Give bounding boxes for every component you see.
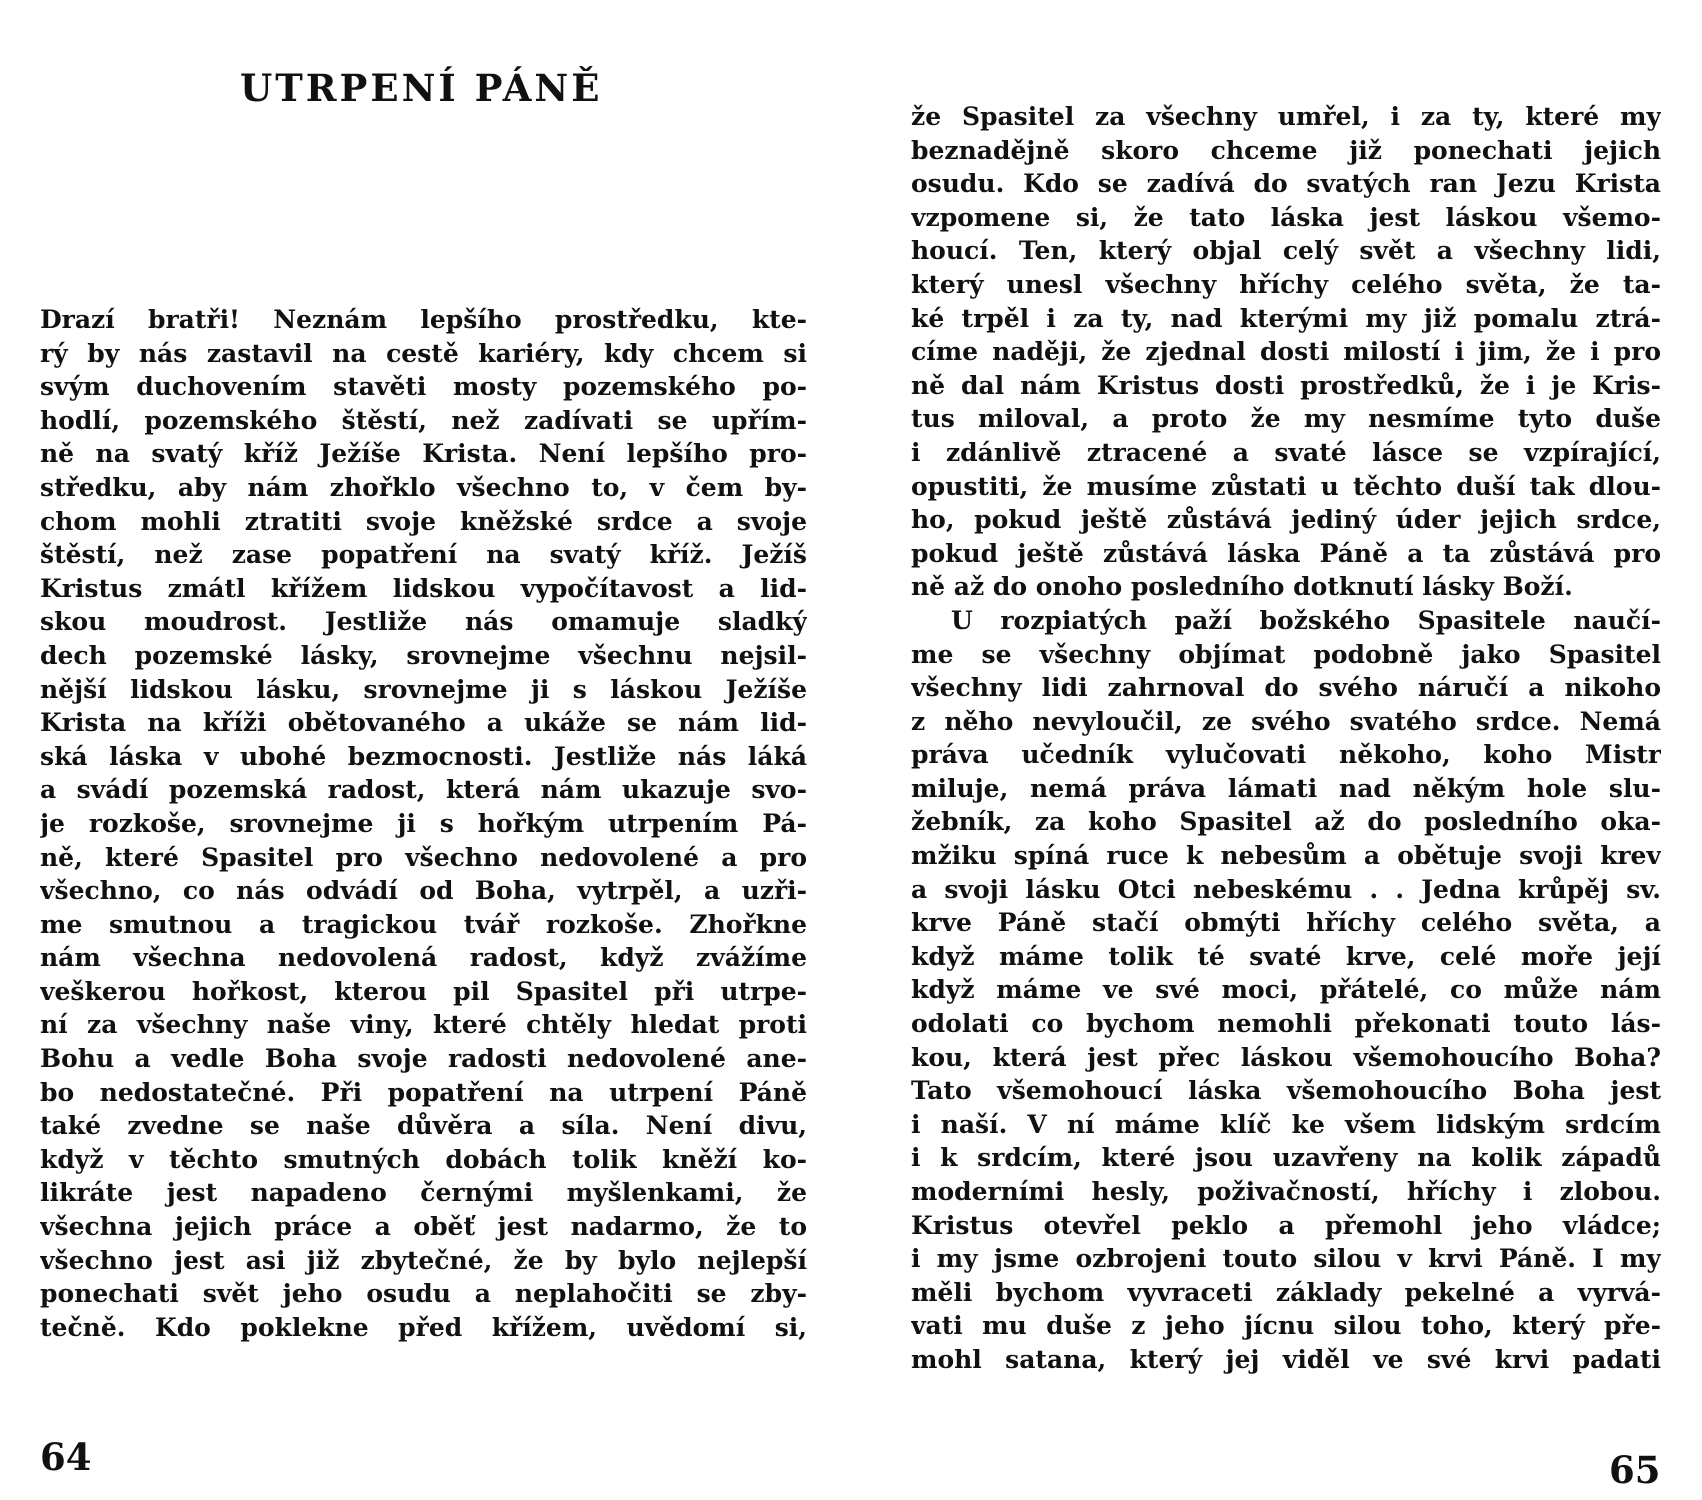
text-line: ní za všechny naše viny, které chtěly hledat proti bbox=[40, 1010, 807, 1040]
left-body-text bbox=[40, 303, 807, 1344]
text-line: Kristus zmátl křížem lidskou vypočítavost a lid- bbox=[40, 573, 807, 603]
text-line: středku, aby nám zhořklo všechno to, v čem by- bbox=[40, 472, 807, 502]
text-line: likráte jest napadeno černými myšlenkami, že bbox=[40, 1178, 807, 1208]
text-line: miluje, nemá práva lámati nad někým hole slu- bbox=[911, 773, 1661, 803]
text-line: mohl satana, který jej viděl ve své krvi padati bbox=[911, 1344, 1661, 1374]
text-line: vzpomene si, že tato láska jest láskou všemo- bbox=[911, 202, 1661, 232]
text-line: ké trpěl i za ty, nad kterými my již pomalu ztrá- bbox=[911, 303, 1661, 333]
text-line: že Spasitel za všechny umřel, i za ty, které my bbox=[911, 102, 1661, 131]
text-line: štěstí, než zase popatření na svatý kříž. Ježíš bbox=[40, 540, 807, 570]
text-line: i naší. V ní máme klíč ke všem lidským srdcím bbox=[911, 1109, 1661, 1139]
text-line: všechny lidi zahrnoval do svého náručí a nikoho bbox=[911, 673, 1661, 703]
text-line: ně, které Spasitel pro všechno nedovolené a pro bbox=[40, 842, 807, 872]
text-line: me se všechny objímat podobně jako Spasitel bbox=[911, 639, 1661, 669]
text-line: U rozpiatých paží božského Spasitele naučí- bbox=[951, 605, 1661, 635]
text-line: který unesl všechny hříchy celého světa, že ta- bbox=[911, 269, 1661, 299]
text-line: ně dal nám Kristus dosti prostředků, že i je Kris- bbox=[911, 370, 1661, 400]
text-line: veškerou hořkost, kterou pil Spasitel při utrpe- bbox=[40, 976, 807, 1006]
text-line: nější lidskou lásku, srovnejme ji s láskou Ježíše bbox=[40, 674, 807, 704]
text-line: tus miloval, a proto že my nesmíme tyto duše bbox=[911, 404, 1661, 434]
text-line: címe naději, že zjednal dosti milostí i jim, že i pro bbox=[911, 337, 1661, 367]
text-line: kou, která jest přec láskou všemohoucího Boha? bbox=[911, 1042, 1661, 1072]
text-line: a svoji lásku Otci nebeskému . . Jedna krůpěj sv. bbox=[911, 874, 1661, 904]
text-line: skou moudrost. Jestliže nás omamuje sladký bbox=[40, 607, 807, 637]
text-line: žebník, za koho Spasitel až do posledního oka- bbox=[911, 807, 1661, 837]
text-line: je rozkoše, srovnejme ji s hořkým utrpením Pá- bbox=[40, 808, 807, 838]
text-line: opustiti, že musíme zůstati u těchto duší tak dlou- bbox=[911, 471, 1661, 501]
text-line: ho, pokud ještě zůstává jediný úder jejich srdce, bbox=[911, 505, 1661, 535]
page-number: 64 bbox=[40, 1435, 92, 1479]
text-line: ponechati svět jeho osudu a neplahočiti se zby- bbox=[40, 1279, 807, 1309]
text-line: houcí. Ten, který objal celý svět a všechny lidi, bbox=[911, 236, 1661, 266]
text-line: svým duchovením stavěti mosty pozemského po- bbox=[40, 372, 807, 402]
text-line: z něho nevyloučil, ze svého svatého srdce. Nemá bbox=[911, 706, 1661, 736]
right-page bbox=[851, 0, 1702, 1500]
text-line: odolati co bychom nemohli překonati touto lás- bbox=[911, 1009, 1661, 1039]
text-line: i k srdcím, které jsou uzavřeny na kolik západů bbox=[911, 1143, 1661, 1173]
text-line: měli bychom vyvraceti základy pekelné a vyrvá- bbox=[911, 1277, 1661, 1307]
text-line: dech pozemské lásky, srovnejme všechnu nejsil- bbox=[40, 640, 807, 670]
text-line: me smutnou a tragickou tvář rozkoše. Zhořkne bbox=[40, 909, 807, 939]
text-line: všechno jest asi již zbytečné, že by bylo nejlepší bbox=[40, 1245, 807, 1275]
text-line: ně až do onoho posledního dotknutí lásky Boží. bbox=[911, 572, 1573, 602]
text-line: beznadějně skoro chceme již ponechati jejich bbox=[911, 135, 1661, 165]
text-line: všechno, co nás odvádí od Boha, vytrpěl, a uzři- bbox=[40, 876, 807, 906]
text-line: bo nedostatečné. Při popatření na utrpení Páně bbox=[40, 1077, 807, 1107]
text-line: krve Páně stačí obmýti hříchy celého světa, a bbox=[911, 908, 1661, 938]
text-line: hodlí, pozemského štěstí, než zadívati se upřím- bbox=[40, 405, 807, 435]
text-line: rý by nás zastavil na cestě kariéry, kdy chcem si bbox=[40, 338, 807, 368]
text-line: Krista na kříži obětovaného a ukáže se nám lid- bbox=[40, 708, 807, 738]
text-line: také zvedne se naše důvěra a síla. Není divu, bbox=[40, 1111, 807, 1141]
text-line: vati mu duše z jeho jícnu silou toho, který pře- bbox=[911, 1311, 1661, 1341]
right-body-text bbox=[911, 100, 1661, 1377]
text-line: osudu. Kdo se zadívá do svatých ran Jezu Krista bbox=[911, 169, 1661, 199]
text-line: když v těchto smutných dobách tolik kněží ko- bbox=[40, 1144, 807, 1174]
text-line: mžiku spíná ruce k nebesům a obětuje svoji krev bbox=[911, 841, 1661, 871]
text-line: tečně. Kdo poklekne před křížem, uvědomí si, bbox=[40, 1312, 807, 1342]
text-line: pokud ještě zůstává láska Páně a ta zůstává pro bbox=[911, 538, 1661, 568]
text-line: Tato všemohoucí láska všemohoucího Boha jest bbox=[911, 1076, 1661, 1106]
text-line: práva učedník vylučovati někoho, koho Mistr bbox=[911, 740, 1661, 770]
text-line: Kristus otevřel peklo a přemohl jeho vládce; bbox=[911, 1210, 1661, 1240]
text-line: moderními hesly, poživačností, hříchy i zlobou. bbox=[911, 1177, 1661, 1206]
text-line: když máme tolik té svaté krve, celé moře její bbox=[911, 941, 1661, 971]
text-line: i my jsme ozbrojeni touto silou v krvi Páně. I my bbox=[911, 1244, 1661, 1274]
text-line: všechna jejich práce a oběť jest nadarmo, že to bbox=[40, 1212, 807, 1242]
text-line: Bohu a vedle Boha svoje radosti nedovolené ane- bbox=[40, 1044, 807, 1074]
text-line: když máme ve své moci, přátelé, co může nám bbox=[911, 975, 1661, 1005]
text-line: nám všechna nedovolená radost, když zvážíme bbox=[40, 943, 807, 973]
text-line: a svádí pozemská radost, která nám ukazuje svo- bbox=[40, 775, 807, 805]
text-line: i zdánlivě ztracené a svaté lásce se vzpírající, bbox=[911, 437, 1661, 467]
text-line: ská láska v ubohé bezmocnosti. Jestliže nás láká bbox=[40, 741, 807, 771]
text-line: chom mohli ztratiti svoje kněžské srdce a svoje bbox=[40, 506, 807, 536]
text-line: Drazí bratři! Neznám lepšího prostředku, kte- bbox=[40, 305, 807, 334]
page-number: 65 bbox=[1609, 1448, 1661, 1492]
text-line: ně na svatý kříž Ježíše Krista. Není lepšího pro- bbox=[40, 439, 807, 469]
chapter-title: UTRPENÍ PÁNĚ bbox=[240, 66, 603, 110]
